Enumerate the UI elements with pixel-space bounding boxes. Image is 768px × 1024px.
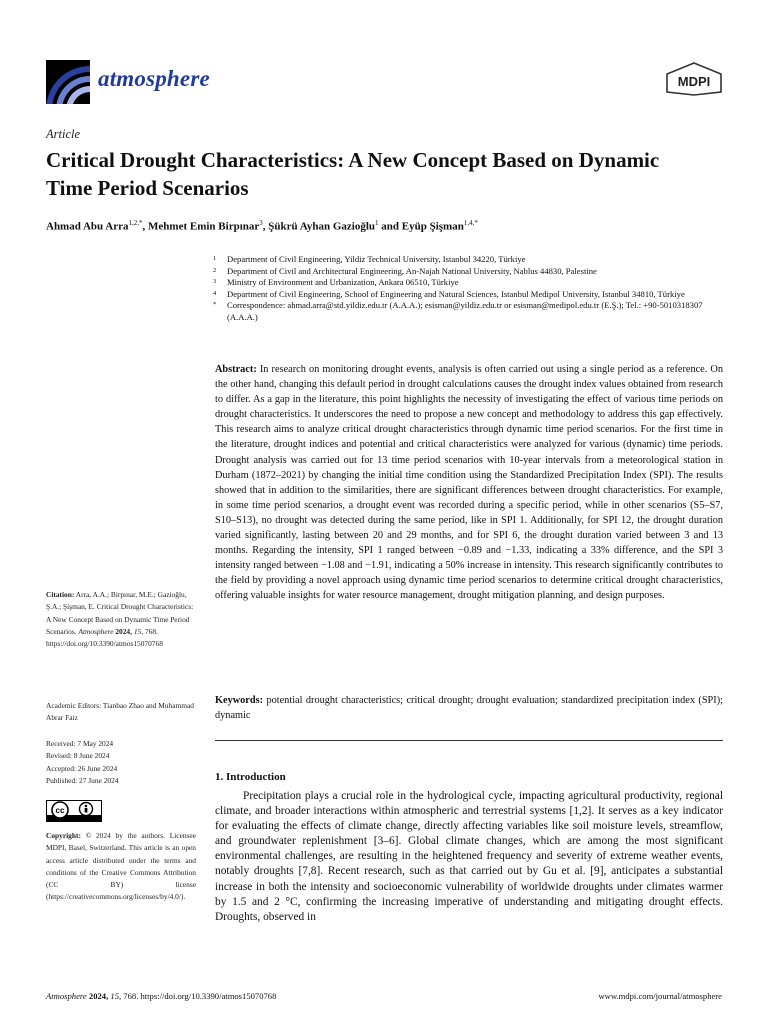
affiliation-number: 4 (213, 289, 217, 297)
author-name[interactable]: Eyüp Şişman (401, 220, 464, 233)
accepted-date: Accepted: 26 June 2024 (46, 763, 118, 773)
affiliation-number: 2 (213, 266, 217, 274)
citation (46, 589, 196, 650)
publication-dates (46, 738, 196, 787)
copyright-notice (46, 830, 196, 904)
author-separator: and (378, 220, 402, 233)
intro-paragraph: Precipitation plays a crucial role in the hydrological cycle, impacting agricultural productivity, regional climate, and broader interactions within atmospheric and terrestrial systems [1,2]. It serves as a key indicator for evaluating the effects of climate change, directly affecting variables like soil moisture levels, streamflow, and groundwater replenishment [3–6]. Global climate changes, which are among the most significant environmental challenges, are resulting in the heightened frequency and severity of extreme weather events, notably droughts [7,8]. Recent research, such as that carried out by Gu et al. [9], anticipates a substantial increase in both the intensity and socioeconomic vulnerability of worldwide droughts under climates warmer by 1.5 and 2 °C, confirming the increasing imperative of understanding and mitigating drought effects. Droughts, observed in (215, 790, 723, 923)
correspondence (213, 300, 723, 323)
footer-volume: 15, (110, 991, 122, 1001)
published-date: Published: 27 June 2024 (46, 775, 119, 785)
affiliation-number: 1 (213, 255, 217, 262)
affiliation-item (213, 266, 723, 278)
journal-name[interactable]: atmosphere (98, 66, 210, 91)
svg-text:cc: cc (55, 806, 65, 815)
affiliation-number: 3 (213, 278, 217, 286)
copyright-text: © 2024 by the authors. Licensee MDPI, Basel, Switzerland. This article is an open access article distributed under the terms and conditions of the Creative Commons Attribution (CC BY) license (https://creativecommons.org/licenses/by/4.0/). (46, 831, 196, 902)
section-body (215, 789, 723, 925)
cc-by-license-icon[interactable] (46, 800, 102, 822)
author-name[interactable]: Şükrü Ayhan Gazioğlu (268, 220, 376, 233)
affiliation-number: * (213, 301, 217, 309)
author-superscript: 1 (375, 219, 379, 227)
footer-journal-url[interactable]: www.mdpi.com/journal/atmosphere (598, 991, 722, 1001)
author-superscript: 1,4,* (463, 219, 478, 227)
section-title: 1. Introduction (215, 771, 286, 783)
footer-journal: Atmosphere (46, 991, 87, 1001)
citation-year: 2024, (115, 626, 132, 636)
author-name[interactable]: Ahmad Abu Arra (46, 220, 129, 233)
received-date: Received: 7 May 2024 (46, 739, 114, 748)
keywords-text: potential drought characteristics; critical drought; drought evaluation; standardized precipitation index (SPI); dynamic (215, 695, 724, 721)
abstract-label: Abstract: (215, 364, 257, 375)
affiliation-item (213, 277, 723, 289)
author-name[interactable]: Mehmet Emin Birpınar (148, 220, 260, 233)
footer-doi[interactable]: 768. https://doi.org/10.3390/atmos15070768 (123, 991, 277, 1001)
affiliation-text: Ministry of Environment and Urbanization, Ankara 06510, Türkiye (227, 277, 459, 288)
affiliations (213, 254, 723, 324)
keywords-label: Keywords: (215, 695, 264, 706)
mdpi-logo-text: MDPI (677, 74, 711, 89)
affiliation-item (213, 289, 723, 301)
author-list (46, 216, 736, 235)
affiliation-text: Department of Civil and Architectural Engineering, An-Najah National University, Nablus 44830, Palestine (227, 265, 597, 276)
keywords (215, 693, 723, 723)
citation-label: Citation: (46, 590, 75, 599)
abstract (215, 362, 723, 604)
author-separator: , (262, 220, 269, 233)
author-superscript: 3 (259, 219, 263, 227)
academic-editors: Academic Editors: Tianbao Zhao and Muhammad Abrar Faiz (46, 701, 194, 723)
affiliation-text: Department of Civil Engineering, Yildiz Technical University, Istanbul 34220, Türkiye (227, 254, 526, 264)
affiliation-text: Department of Civil Engineering, School of Engineering and Natural Sciences, Istanbul Medipol University, Istanbul 34810, Türkiye (227, 288, 685, 299)
article-type: Article (46, 127, 81, 141)
author-superscript: 1,2,* (128, 219, 143, 227)
divider (215, 740, 723, 741)
footer-year: 2024, (88, 991, 109, 1001)
author-separator: , (142, 220, 149, 233)
copyright-label: Copyright: (46, 831, 81, 840)
abstract-text: In research on monitoring drought events, analysis is often carried out using a single period as a reference. On the other hand, changing this default period in drought calculations causes the drought index values obtained from research to differ. As a gap in the literature, this point highlights the necessity of investigating the effect of various time periods on drought characteristics. It underscores the need to propose a new concept and methodology to address this gap effectively. This research aims to analyze critical drought characteristics through dynamic time period scenarios. For the first time in the literature, drought indices and potential and critical characteristics were analyzed for various (dynamic) time periods. Drought analysis was carried out for 13 time period scenarios with 10-year intervals from a meteorological station in Durham (1872–2021) by changing the initial time condition using the Standardized Precipitation Index (SPI). The results showed that in addition to the similarities, there are significant differences between drought characteristics. For example, in some time period scenarios, a drought event was recorded during a specific period, while in other scenarios (S5–S7, S10–S13), no drought was detected during the same period, like in SPI 1. Additionally, for SPI 12, the drought duration varied significantly, lasting between 20 and 29 months, and for SPI 6, the drought duration varied between 3 and 13 months. Regarding the intensity, SPI 1 ranged between −0.89 and −1.33, indicating a 33% difference, and the SPI 3 intensity ranged between −1.08 and −1.91, indicating a 50% increase in intensity. This research significantly contributes to the field by providing a novel approach using dynamic time period scenarios to determine critical drought characteristics, offering valuable insights for water resource management, drought mitigation planning, and design purposes. (215, 364, 724, 602)
journal-logo (46, 60, 90, 104)
mdpi-logo[interactable] (664, 62, 724, 96)
citation-doi[interactable]: 768. https://doi.org/10.3390/atmos15070768 (46, 626, 163, 649)
revised-date: Revised: 8 June 2024 (46, 751, 110, 761)
affiliation-item (213, 254, 723, 266)
citation-volume: 15, (133, 626, 144, 636)
citation-journal: Atmosphere (78, 626, 114, 636)
article-title: Critical Drought Characteristics: A New Concept Based on Dynamic Time Period Scenarios (46, 148, 660, 200)
correspondence-text[interactable]: Correspondence: ahmad.arra@std.yildiz.edu.tr (A.A.A.); esisman@yildiz.edu.tr or esisman@medipol.edu.tr (E.Ş.); Tel.: +90-5010318307 (A.A.A.) (227, 300, 703, 322)
footer-citation (46, 991, 276, 1001)
citation-text: Arra, A.A.; Birpınar, M.E.; Gazioğlu, Ş.A.; Şişman, E. Critical Drought Characteristics: A New Concept Based on Dynamic Time Period Scenarios. (46, 590, 194, 636)
